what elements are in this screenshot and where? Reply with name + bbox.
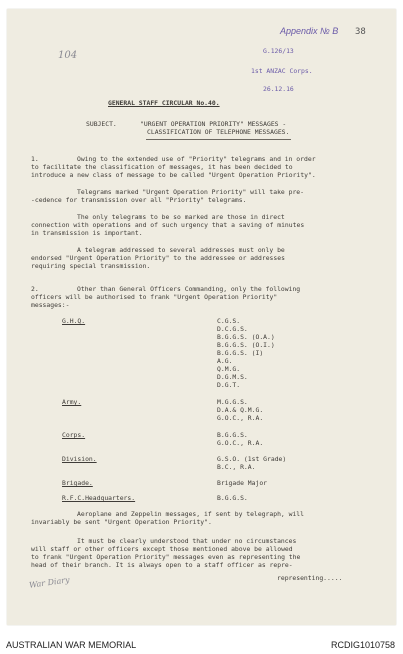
officer-title: D.G.M.S. <box>217 373 248 381</box>
paragraph-line: will staff or other officers except those mentioned above be allowed <box>31 545 293 553</box>
subject-line-2: CLASSIFICATION OF TELEPHONE MESSAGES. <box>147 128 290 136</box>
officer-title: B.G.G.S. (O.I.) <box>217 341 275 349</box>
officer-title: G.S.O. (1st Grade) <box>217 455 287 463</box>
folio-number: 104 <box>58 50 78 61</box>
officer-title: B.C., R.A. <box>217 463 256 471</box>
officer-group-corps: Corps. <box>62 431 86 439</box>
para-number: 1. <box>31 155 39 163</box>
officer-group-brigade: Brigade. <box>62 479 93 487</box>
para-number: 2. <box>31 285 39 293</box>
paragraph-line: The only telegrams to be so marked are those in direct <box>77 213 285 221</box>
paragraph-line: Aeroplane and Zeppelin messages, if sent by telegraph, will <box>77 510 305 518</box>
circular-title: GENERAL STAFF CIRCULAR No.40. <box>108 99 220 107</box>
officer-title: A.G. <box>217 357 233 365</box>
officer-group-rfc: R.F.C.Headquarters. <box>62 494 136 502</box>
paragraph-line: It must be clearly understood that under no circumstances <box>77 537 297 545</box>
officer-title: B.G.G.S. <box>217 494 248 502</box>
paragraph-line: connection with operations and of such urgency that a saving of minutes <box>31 221 305 229</box>
appendix-annotation: Appendix № B <box>280 26 339 36</box>
paragraph-line: Owing to the extended use of "Priority" telegrams and in order <box>77 155 316 163</box>
paragraph-line: to frank "Urgent Operation Priority" messages even as representing the <box>31 553 301 561</box>
page-number: 38 <box>355 27 366 37</box>
paragraph-line: head of their branch. It is always open to a staff officer as repre- <box>31 561 293 569</box>
paragraph-line: to facilitate the classification of messages, it has been decided to <box>31 163 293 171</box>
officer-title: B.G.G.S. (I) <box>217 349 264 357</box>
reference-number: G.126/13 <box>263 47 294 55</box>
archive-footer <box>0 627 403 654</box>
paragraph-line: requiring special transmission. <box>31 262 151 270</box>
paragraph-line: introduce a new class of message to be called "Urgent Operation Priority". <box>31 171 316 179</box>
officer-title: G.O.C., R.A. <box>217 439 264 447</box>
officer-group-army: Army. <box>62 398 82 406</box>
document-date: 26.12.16 <box>263 85 294 93</box>
unit-name: 1st ANZAC Corps. <box>251 67 313 75</box>
officer-title: D.A.& Q.M.G. <box>217 406 264 414</box>
paragraph-line: A telegram addressed to several addresses must only be <box>77 246 285 254</box>
paragraph-line: messages:- <box>31 301 70 309</box>
paragraph-line: Telegrams marked "Urgent Operation Priority" will take pre- <box>77 188 305 196</box>
subject-label: SUBJECT. <box>86 120 117 128</box>
officer-title: G.O.C., R.A. <box>217 414 264 422</box>
officer-title: Q.M.G. <box>217 365 241 373</box>
paragraph-line: -cedence for transmission over all "Priority" telegrams. <box>31 196 247 204</box>
officer-title: M.G.G.S. <box>217 398 248 406</box>
officer-title: D.C.G.S. <box>217 325 248 333</box>
officer-group-ghq: G.H.Q. <box>62 317 86 325</box>
continuation-text: representing..... <box>277 574 343 582</box>
paragraph-line: Other than General Officers Commanding, only the following <box>77 285 301 293</box>
paragraph-line: invariably be sent "Urgent Operation Priority". <box>31 518 212 526</box>
archive-name: AUSTRALIAN WAR MEMORIAL <box>6 640 137 650</box>
officer-title: B.G.G.S. <box>217 431 248 439</box>
officer-group-division: Division. <box>62 455 97 463</box>
paragraph-line: in transmission is important. <box>31 229 143 237</box>
paragraph-line: endorsed "Urgent Operation Priority" to the addressee or addresses <box>31 254 285 262</box>
subject-line-1: "URGENT OPERATION PRIORITY" MESSAGES - <box>140 120 287 128</box>
archive-id: RCDIG1010758 <box>330 640 395 650</box>
war-diary-signature: War Diary <box>28 575 71 590</box>
officer-title: C.G.S. <box>217 317 241 325</box>
officer-title: Brigade Major <box>217 479 268 487</box>
officer-title: B.G.G.S. (O.A.) <box>217 333 275 341</box>
paragraph-line: officers will be authorised to frank "Urgent Operation Priority" <box>31 293 278 301</box>
officer-title: D.G.T. <box>217 381 241 389</box>
subject-rule <box>146 139 291 140</box>
